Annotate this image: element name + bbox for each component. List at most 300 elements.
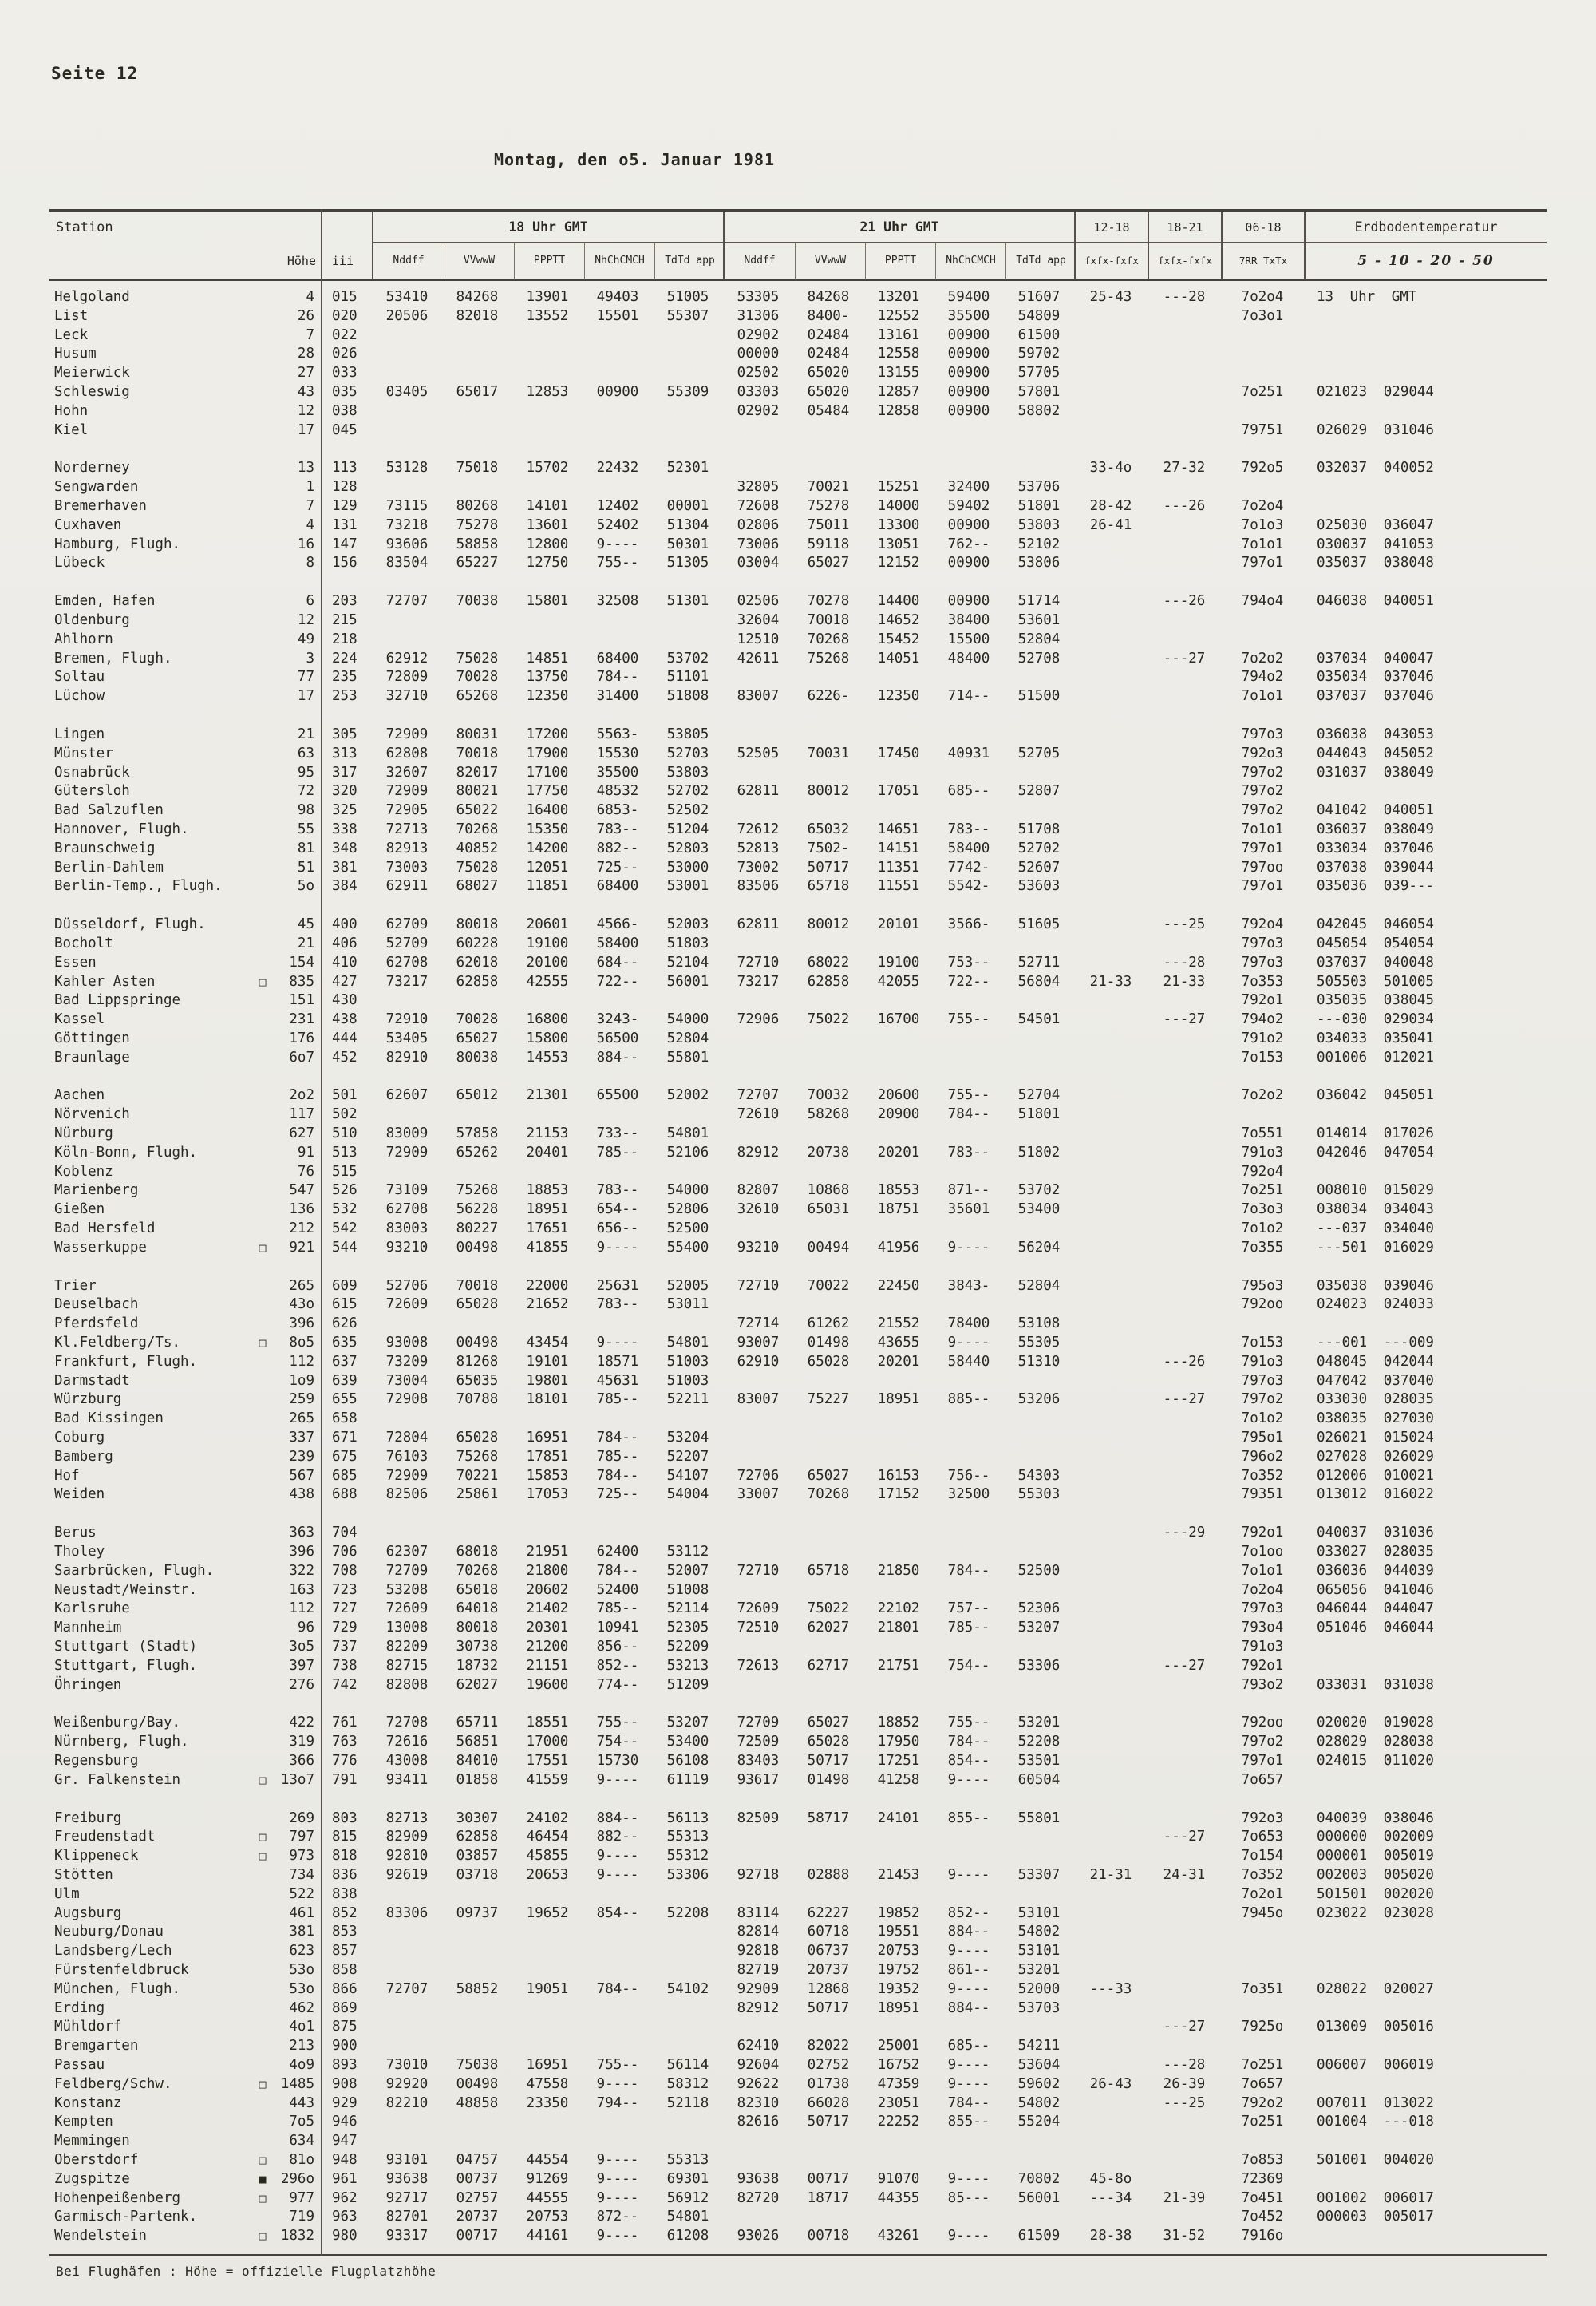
obs-group: 82713: [385, 1810, 429, 1826]
station-name: Stuttgart (Stadt): [54, 1639, 198, 1655]
obs-group: 56001: [666, 973, 709, 990]
obs-group: 52702: [1017, 840, 1061, 856]
obs-18utc: [372, 364, 723, 383]
obs-21utc: [723, 916, 1074, 935]
obs-21utc: [723, 1086, 1074, 1106]
obs-group: 51310: [1017, 1353, 1061, 1370]
obs-group: 62808: [385, 745, 429, 761]
obs-group: 72708: [385, 1715, 429, 1731]
obs-group: 852--: [596, 1657, 639, 1674]
hoehe-value: 381: [289, 1924, 314, 1940]
obs-21utc: [723, 1885, 1074, 1905]
subheader-obs-18utc: [372, 243, 723, 279]
soil-temp-value: 025030 036047: [1317, 516, 1434, 533]
wind-12-18-value: [1074, 687, 1148, 706]
obs-group: 24101: [877, 1810, 920, 1826]
iii-value: 685: [332, 1467, 358, 1484]
wind-18-21-value: [1148, 1923, 1221, 1942]
soil-temp-value: 035036 039---: [1317, 878, 1434, 895]
obs-group: 80012: [807, 783, 850, 800]
code-06-18-value: 797o2: [1241, 783, 1284, 800]
obs-group: 62858: [456, 973, 499, 990]
station-symbol: [249, 1638, 276, 1657]
obs-group: 75018: [456, 460, 499, 477]
station-name: Pferdsfeld: [54, 1315, 139, 1332]
obs-18utc: [372, 877, 723, 896]
obs-group: 784--: [947, 1734, 990, 1750]
obs-group: 14151: [877, 840, 920, 856]
obs-18utc: [372, 1866, 723, 1885]
wind-18-21-value: [1148, 402, 1221, 421]
obs-21utc: [723, 1372, 1074, 1391]
station-name: Tholey: [54, 1544, 105, 1560]
station-name: Gütersloh: [54, 783, 130, 800]
obs-group: 21951: [526, 1544, 569, 1560]
soil-temp-value: 000003 005017: [1317, 2209, 1434, 2225]
obs-group: 3243-: [596, 1011, 639, 1028]
obs-21utc: [723, 1429, 1074, 1448]
obs-group: 785--: [596, 1391, 639, 1408]
table-header-row-1: [49, 212, 1547, 243]
wind-18-21-value: [1148, 2132, 1221, 2151]
wind-18-21-value: [1148, 1942, 1221, 1961]
obs-group: 70028: [456, 1011, 499, 1028]
obs-21utc: [723, 1410, 1074, 1429]
obs-21utc: [723, 1866, 1074, 1885]
obs-group: 76103: [385, 1448, 429, 1465]
station-name: Neuburg/Donau: [54, 1924, 164, 1940]
obs-group: 21552: [877, 1315, 920, 1332]
wind-12-18-value: [1074, 592, 1148, 611]
wind-18-21-value: ---26: [1163, 593, 1206, 610]
obs-21utc: [723, 1030, 1074, 1049]
obs-group: 852--: [947, 1905, 990, 1921]
obs-group: 22102: [877, 1600, 920, 1617]
subheader-nddff: Nddff: [744, 255, 776, 267]
obs-group: 92604: [737, 2056, 780, 2073]
obs-group: 52208: [666, 1905, 709, 1921]
subheader-clouds: NhChCMCH: [935, 243, 1005, 279]
code-06-18-value: 7o3o1: [1241, 307, 1284, 324]
obs-group: 18553: [877, 1182, 920, 1199]
obs-18utc: [372, 1885, 723, 1905]
wind-18-21-value: ---28: [1163, 954, 1206, 971]
soil-temp-value: 040039 038046: [1317, 1810, 1434, 1826]
obs-group: 01738: [807, 2075, 850, 2092]
bottom-rule: [49, 2254, 1547, 2256]
obs-group: 15853: [526, 1467, 569, 1484]
station-symbol: [249, 2094, 276, 2114]
iii-value: 708: [332, 1562, 358, 1579]
table-row: [49, 1295, 1547, 1315]
table-row: [49, 1372, 1547, 1391]
table-row: [49, 1410, 1547, 1429]
code-06-18-value: 794o4: [1241, 593, 1284, 610]
obs-group: 13300: [877, 516, 920, 533]
obs-group: 73217: [385, 973, 429, 990]
obs-group: 756--: [947, 1467, 990, 1484]
obs-21utc: [723, 2227, 1074, 2246]
obs-18utc: [372, 1905, 723, 1924]
obs-group: 85---: [947, 2189, 990, 2206]
wind-12-18-value: [1074, 1543, 1148, 1562]
obs-group: 72609: [385, 1600, 429, 1617]
obs-18utc: [372, 1372, 723, 1391]
obs-group: 32500: [947, 1486, 990, 1503]
wind-12-18-value: [1074, 1714, 1148, 1733]
obs-group: 12350: [877, 688, 920, 705]
obs-21utc: [723, 1524, 1074, 1543]
code-06-18-value: 792o1: [1241, 1657, 1284, 1674]
obs-group: 9----: [947, 1943, 990, 1960]
table-row: [49, 1638, 1547, 1657]
soil-temp-value: 13 Uhr GMT: [1317, 289, 1417, 305]
obs-21utc: [723, 1163, 1074, 1182]
code-06-18-value: 7o551: [1241, 1125, 1284, 1142]
obs-group: 56108: [666, 1752, 709, 1769]
table-row: [49, 288, 1547, 307]
obs-group: 684--: [596, 954, 639, 971]
obs-group: 53703: [1017, 1999, 1061, 2016]
hoehe-value: 973: [289, 1848, 314, 1865]
obs-group: 51008: [666, 1581, 709, 1598]
obs-group: 856--: [596, 1639, 639, 1655]
obs-group: 75038: [456, 2056, 499, 2073]
obs-group: 03857: [456, 1848, 499, 1865]
hoehe-value: 6o7: [289, 1049, 314, 1066]
station-symbol: [249, 1676, 276, 1695]
obs-21utc: [723, 1638, 1074, 1657]
obs-group: 72707: [385, 593, 429, 610]
wind-18-21-value: 31-52: [1163, 2228, 1206, 2245]
obs-21utc: [723, 1295, 1074, 1315]
obs-group: 21652: [526, 1296, 569, 1313]
wind-18-21-value: [1148, 859, 1221, 878]
station-name: Berlin-Dahlem: [54, 859, 164, 876]
soil-temp-value: [1304, 1638, 1547, 1657]
iii-value: 803: [332, 1810, 358, 1826]
table-row: [49, 1714, 1547, 1733]
station-name: Kempten: [54, 2114, 113, 2130]
obs-21utc: [723, 516, 1074, 536]
code-06-18-value: 7925o: [1241, 2019, 1284, 2035]
obs-21utc: [723, 1961, 1074, 1980]
obs-21utc: [723, 1485, 1074, 1505]
obs-group: 75227: [807, 1391, 850, 1408]
station-symbol: [249, 745, 276, 764]
obs-21utc: [723, 821, 1074, 840]
obs-group: 51714: [1017, 593, 1061, 610]
obs-21utc: [723, 2189, 1074, 2209]
obs-group: 20753: [877, 1943, 920, 1960]
wind-12-18-value: [1074, 991, 1148, 1011]
iii-value: 045: [332, 421, 358, 438]
station-symbol: □: [259, 1335, 267, 1351]
wind-12-18-value: [1074, 631, 1148, 650]
station-name: Husum: [54, 346, 97, 362]
hoehe-value: 51: [297, 859, 314, 876]
obs-group: 784--: [596, 669, 639, 686]
obs-group: 43008: [385, 1752, 429, 1769]
soil-temp-value: 035038 039046: [1317, 1277, 1434, 1294]
obs-group: 5542-: [947, 878, 990, 895]
obs-group: 54107: [666, 1467, 709, 1484]
obs-group: 59702: [1017, 346, 1061, 362]
obs-group: 65027: [807, 1467, 850, 1484]
hoehe-value: 1485: [280, 2075, 314, 2092]
code-06-18-value: 79751: [1241, 421, 1284, 438]
station-name: Passau: [54, 2056, 105, 2073]
obs-group: 72905: [385, 802, 429, 819]
table-row: [49, 459, 1547, 478]
obs-group: 80038: [456, 1049, 499, 1066]
soil-temp-value: [1304, 1657, 1547, 1676]
obs-group: 83007: [737, 1391, 780, 1408]
table-row: [49, 1144, 1547, 1163]
soil-temp-value: 006007 006019: [1317, 2056, 1434, 2073]
wind-18-21-value: ---26: [1163, 1353, 1206, 1370]
obs-group: 725--: [596, 1486, 639, 1503]
obs-21utc: [723, 592, 1074, 611]
obs-18utc: [372, 764, 723, 783]
obs-group: 56114: [666, 2056, 709, 2073]
table-row: [49, 1619, 1547, 1638]
soil-temp-value: [1304, 1961, 1547, 1980]
obs-group: 53702: [666, 650, 709, 666]
wind-12-18-value: [1074, 1485, 1148, 1505]
wind-12-18-value: [1074, 650, 1148, 669]
obs-group: 14553: [526, 1049, 569, 1066]
obs-group: 52208: [1017, 1734, 1061, 1750]
obs-group: 62858: [456, 1829, 499, 1845]
hoehe-value: 1o9: [289, 1372, 314, 1389]
station-symbol: [249, 2037, 276, 2056]
page-title: Montag, den o5. Januar 1981: [493, 150, 776, 169]
obs-group: 7502-: [807, 840, 850, 856]
obs-21utc: [723, 1144, 1074, 1163]
obs-group: 62027: [456, 1676, 499, 1693]
obs-group: 72710: [737, 1562, 780, 1579]
group-gap: [49, 1258, 1547, 1277]
station-symbol: [249, 536, 276, 555]
obs-group: 52711: [1017, 954, 1061, 971]
soil-temp-value: 035034 037046: [1317, 669, 1434, 686]
table-row: [49, 536, 1547, 555]
iii-value: 742: [332, 1676, 358, 1693]
obs-21utc: [723, 954, 1074, 973]
table-row: [49, 364, 1547, 383]
obs-group: 75022: [807, 1600, 850, 1617]
code-06-18-value: 7o251: [1241, 383, 1284, 400]
obs-group: 12402: [596, 497, 639, 514]
hoehe-value: 7: [306, 497, 314, 514]
hoehe-value: 627: [289, 1125, 314, 1142]
obs-group: 52211: [666, 1391, 709, 1408]
code-06-18-value: 791o3: [1241, 1353, 1284, 1370]
obs-18utc: [372, 726, 723, 745]
table-row: [49, 1239, 1547, 1258]
obs-group: 9----: [947, 1980, 990, 1997]
station-name: Feldberg/Schw.: [54, 2075, 172, 2092]
obs-group: 50717: [807, 1999, 850, 2016]
wind-12-18-value: [1074, 1752, 1148, 1771]
hoehe-value: 12: [297, 402, 314, 419]
obs-group: 9----: [596, 2151, 639, 2168]
obs-18utc: [372, 1390, 723, 1410]
station-symbol: [249, 840, 276, 859]
station-symbol: [249, 2018, 276, 2037]
iii-value: 946: [332, 2114, 358, 2130]
subheader-obs-21utc: [723, 243, 1074, 279]
wind-18-21-value: [1148, 1619, 1221, 1638]
obs-group: 54801: [666, 1125, 709, 1142]
wind-12-18-value: [1074, 916, 1148, 935]
iii-value: 022: [332, 326, 358, 343]
obs-group: 65718: [807, 1562, 850, 1579]
iii-value: 761: [332, 1715, 358, 1731]
obs-group: 53400: [666, 1734, 709, 1750]
wind-12-18-value: [1074, 2094, 1148, 2114]
code-06-18-value: 7o2o4: [1241, 497, 1284, 514]
hoehe-value: 17: [297, 421, 314, 438]
obs-group: 93008: [385, 1335, 429, 1351]
code-06-18-value: 795o3: [1241, 1277, 1284, 1294]
station-name: Münster: [54, 745, 113, 761]
obs-group: 65711: [456, 1715, 499, 1731]
obs-21utc: [723, 421, 1074, 441]
wind-18-21-value: ---27: [1163, 1829, 1206, 1845]
station-symbol: [249, 611, 276, 631]
obs-group: 93317: [385, 2228, 429, 2245]
obs-group: 83403: [737, 1752, 780, 1769]
iii-value: 038: [332, 402, 358, 419]
station-name: Memmingen: [54, 2133, 130, 2150]
obs-18utc: [372, 611, 723, 631]
obs-group: 30307: [456, 1810, 499, 1826]
soil-temp-value: 024023 024033: [1317, 1296, 1434, 1313]
obs-group: 52702: [666, 783, 709, 800]
code-06-18-value: 792oo: [1241, 1296, 1284, 1313]
obs-group: 9----: [596, 1239, 639, 1256]
obs-18utc: [372, 2094, 723, 2114]
obs-group: 42055: [877, 973, 920, 990]
obs-group: 20301: [526, 1620, 569, 1636]
station-symbol: [249, 1733, 276, 1752]
wind-18-21-value: [1148, 668, 1221, 687]
soil-temp-value: 036042 045051: [1317, 1087, 1434, 1104]
code-06-18-value: 792o3: [1241, 745, 1284, 761]
code-06-18-value: 7o153: [1241, 1049, 1284, 1066]
station-name: Köln-Bonn, Flugh.: [54, 1144, 198, 1161]
obs-group: 62717: [807, 1657, 850, 1674]
obs-group: 53201: [1017, 1715, 1061, 1731]
station-symbol: [249, 1543, 276, 1562]
station-symbol: [249, 1999, 276, 2019]
obs-group: 84268: [807, 289, 850, 305]
iii-value: 980: [332, 2228, 358, 2245]
hoehe-value: 921: [289, 1239, 314, 1256]
wind-12-18-value: [1074, 2037, 1148, 2056]
iii-value: 203: [332, 593, 358, 610]
iii-value: 510: [332, 1125, 358, 1142]
hoehe-value: 396: [289, 1315, 314, 1332]
obs-group: 52807: [1017, 783, 1061, 800]
obs-group: 18751: [877, 1201, 920, 1218]
obs-group: 12853: [526, 383, 569, 400]
obs-group: 17100: [526, 764, 569, 781]
hoehe-value: 231: [289, 1011, 314, 1028]
hoehe-value: 117: [289, 1106, 314, 1123]
obs-group: 52502: [666, 802, 709, 819]
obs-21utc: [723, 554, 1074, 573]
obs-21utc: [723, 1847, 1074, 1866]
group-gap: [49, 440, 1547, 459]
hoehe-value: 17: [297, 688, 314, 705]
wind-12-18-value: [1074, 1334, 1148, 1353]
hoehe-value: 112: [289, 1600, 314, 1617]
obs-group: 15730: [596, 1752, 639, 1769]
iii-value: 866: [332, 1980, 358, 1997]
hoehe-value: 53o: [289, 1980, 314, 1997]
obs-18utc: [372, 991, 723, 1011]
obs-group: 9----: [596, 2228, 639, 2245]
obs-group: 52402: [596, 516, 639, 533]
code-06-18-value: [1221, 1942, 1304, 1961]
group-gap: [49, 1695, 1547, 1714]
soil-temp-value: 008010 015029: [1317, 1182, 1434, 1199]
obs-21utc: [723, 1181, 1074, 1200]
obs-group: 19100: [877, 954, 920, 971]
station-symbol: □: [259, 2229, 267, 2244]
table-row: [49, 1181, 1547, 1200]
wind-12-18-value: 21-33: [1089, 973, 1132, 990]
obs-group: 65028: [456, 1430, 499, 1446]
obs-group: 02484: [807, 326, 850, 343]
obs-group: 72804: [385, 1430, 429, 1446]
station-name: Gr. Falkenstein: [54, 1771, 181, 1788]
obs-group: 02902: [737, 326, 780, 343]
wind-12-18-value: [1074, 1467, 1148, 1486]
iii-value: 675: [332, 1448, 358, 1465]
hoehe-value: 212: [289, 1220, 314, 1237]
obs-group: 35500: [596, 764, 639, 781]
obs-group: 9----: [596, 1848, 639, 1865]
obs-21utc: [723, 1239, 1074, 1258]
obs-group: 52007: [666, 1562, 709, 1579]
obs-18utc: [372, 1923, 723, 1942]
obs-18utc: [372, 1961, 723, 1980]
obs-18utc: [372, 1524, 723, 1543]
iii-value: 015: [332, 289, 358, 305]
table-row: [49, 745, 1547, 764]
obs-group: 02484: [807, 346, 850, 362]
hoehe-value: 567: [289, 1467, 314, 1484]
wind-18-21-value: [1148, 1485, 1221, 1505]
obs-group: 72714: [737, 1315, 780, 1332]
obs-group: 19600: [526, 1676, 569, 1693]
obs-group: 754--: [596, 1734, 639, 1750]
wind-18-21-value: [1148, 745, 1221, 764]
obs-21utc: [723, 2113, 1074, 2132]
wind-18-21-value: ---25: [1163, 2094, 1206, 2111]
obs-21utc: [723, 1220, 1074, 1239]
iii-value: 947: [332, 2133, 358, 2150]
hoehe-value: 6: [306, 593, 314, 610]
code-06-18-value: 797o2: [1241, 802, 1284, 819]
soil-temp-value: 020020 019028: [1317, 1715, 1434, 1731]
obs-18utc: [372, 650, 723, 669]
iii-value: 544: [332, 1239, 358, 1256]
